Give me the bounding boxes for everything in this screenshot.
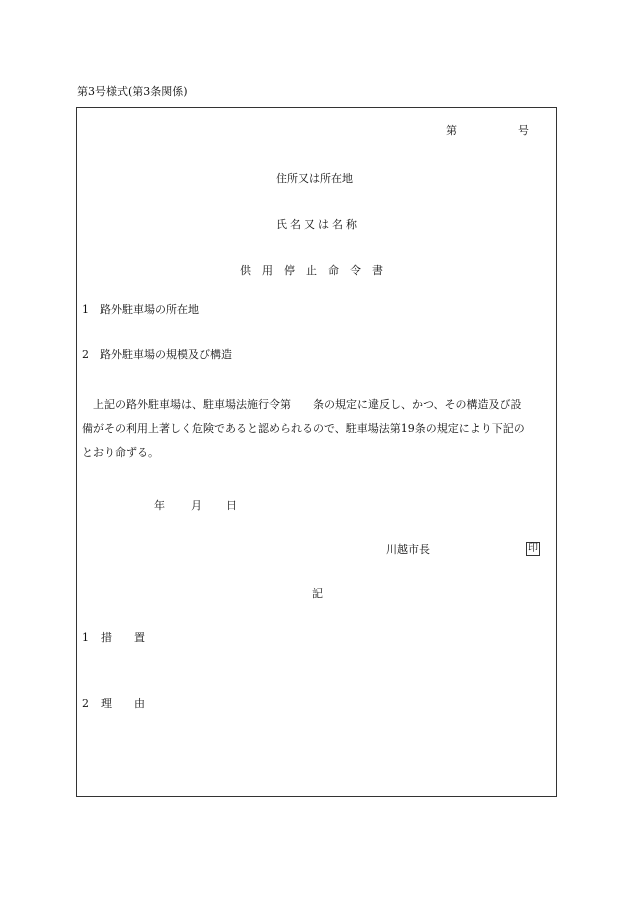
body-text: 上記の路外駐車場は、駐車場法施行令第 条の規定に違反し、かつ、その構造及び設 xyxy=(93,398,522,411)
form-caption: 第3号様式(第3条関係) xyxy=(77,85,188,98)
body-text-line-2: 備がその利用上著しく危険であると認められるので、駐車場法第19条の規定により下記の xyxy=(82,422,525,435)
ki-heading: 記 xyxy=(312,587,323,600)
seal-mark: 印 xyxy=(528,543,538,554)
document-number-dai: 第 xyxy=(446,124,457,137)
sub-item-number: 2 xyxy=(82,697,89,710)
item-label: 路外駐車場の所在地 xyxy=(100,303,199,316)
sub-item-number: 1 xyxy=(82,631,89,644)
date-month-label: 月 xyxy=(191,499,202,512)
date-year-label: 年 xyxy=(154,499,165,512)
item-number: 2 xyxy=(82,348,89,361)
issuer-title: 川越市長 xyxy=(386,543,430,556)
item-number: 1 xyxy=(82,303,89,316)
date-day-label: 日 xyxy=(226,499,237,512)
document-number-go: 号 xyxy=(518,124,529,137)
body-text-line-1 xyxy=(82,398,522,412)
item-location xyxy=(82,303,199,317)
sub-item-measure-label: 措 置 xyxy=(101,631,145,644)
body-text-line-3: とおり命ずる。 xyxy=(82,446,159,459)
document-title: 供用停止命令書 xyxy=(240,264,394,277)
sub-item-reason-label: 理 由 xyxy=(101,697,145,710)
recipient-name-label: 氏名又は名称 xyxy=(276,218,360,231)
item-scale-structure xyxy=(82,348,232,362)
recipient-address-label: 住所又は所在地 xyxy=(276,172,353,185)
item-label: 路外駐車場の規模及び構造 xyxy=(100,348,232,361)
